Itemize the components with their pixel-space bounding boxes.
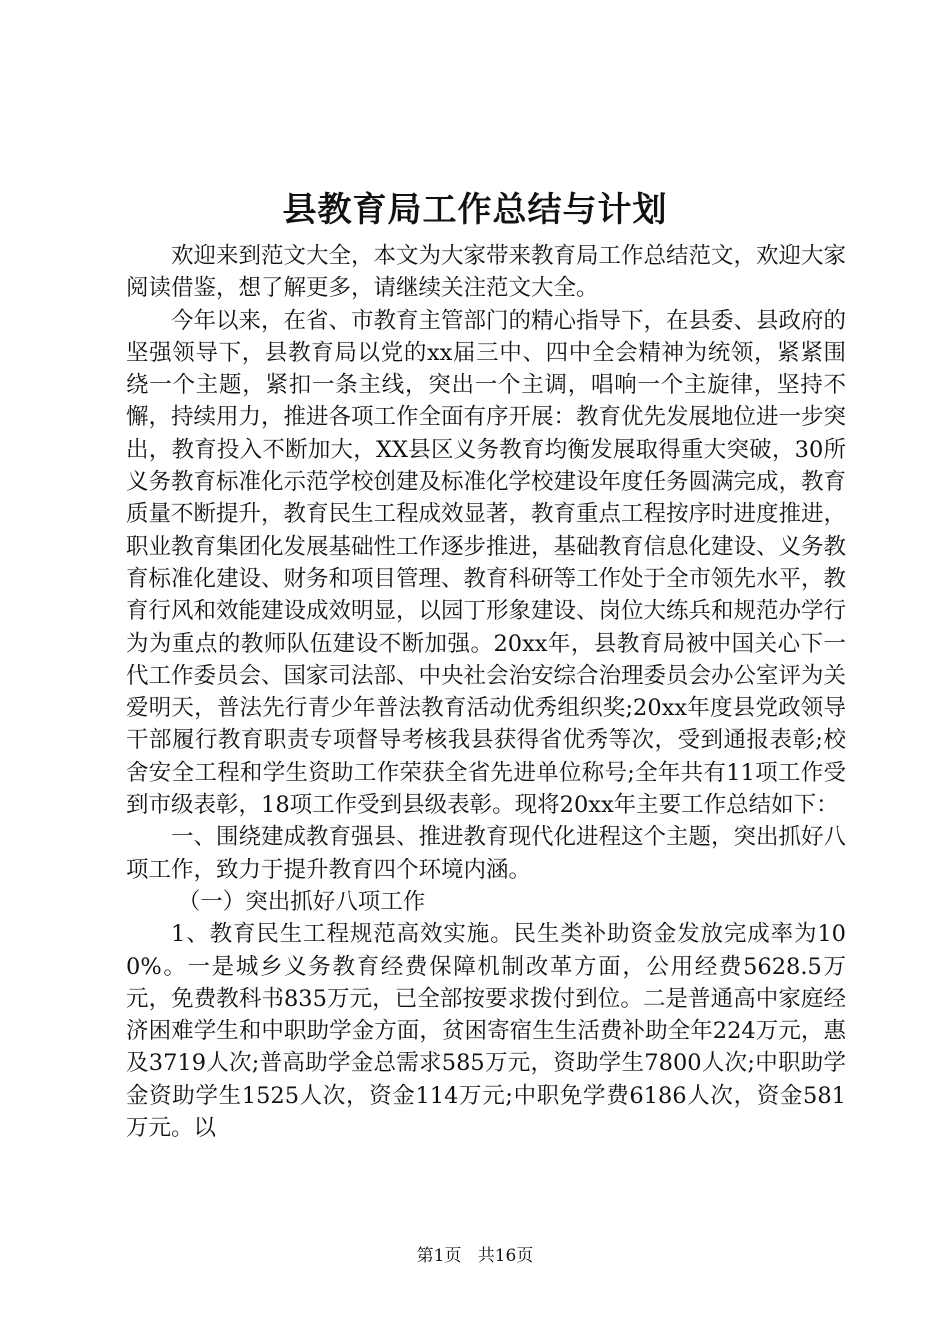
intro-paragraph: 欢迎来到范文大全，本文为大家带来教育局工作总结范文，欢迎大家阅读借鉴，想了解更多，请继续关注范文大全。	[126, 243, 847, 302]
page-number: 第1页	[416, 1246, 462, 1266]
subsection-heading: （一）突出抓好八项工作	[177, 888, 426, 915]
document-body	[126, 240, 846, 1144]
summary-paragraph: 今年以来，在省、市教育主管部门的精心指导下，在县委、县政府的坚强领导下，县教育局以党的xx届三中、四中全会精神为统领，紧紧围绕一个主题，紧扣一条主线，突出一个主调，唱响一个主旋律，坚持不懈，持续用力，推进各项工作全面有序开展：教育优先发展地位进一步突出，教育投入不断加大，XX县区义务教育均衡发展取得重大突破，30所义务教育标准化示范学校创建及标准化学校建设年度任务圆满完成，教育质量不断提升，教育民生工程成效显著，教育重点工程按序时进度推进，职业教育集团化发展基础性工作逐步推进，基础教育信息化建设、义务教育标准化建设、财务和项目管理、教育科研等工作处于全市领先水平，教育行风和效能建设成效明显，以园丁形象建设、岗位大练兵和规范办学行为为重点的教师队伍建设不断加强。20xx年，县教育局被中国关心下一代工作委员会、国家司法部、中央社会治安综合治理委员会办公室评为关爱明天，普法先行青少年普法教育活动优秀组织奖;20xx年度县党政领导干部履行教育职责专项督导考核我县获得省优秀等次，受到通报表彰;校舍安全工程和学生资助工作荣获全省先进单位称号;全年共有11项工作受到市级表彰，18项工作受到县级表彰。现将20xx年主要工作总结如下：	[126, 307, 847, 819]
page-footer	[0, 1244, 950, 1268]
document-title: 县教育局工作总结与计划	[282, 190, 668, 230]
page-total: 共16页	[477, 1246, 534, 1266]
item-paragraph-one: 1、教育民生工程规范高效实施。民生类补助资金发放完成率为100%。一是城乡义务教育经费保障机制改革方面，公用经费5628.5万元，免费教科书835万元，已全部按要求拨付到位。二是普通高中家庭经济困难学生和中职助学金方面，贫困寄宿生生活费补助全年224万元，惠及3719人次;普高助学金总需求585万元，资助学生7800人次;中职助学金资助学生1525人次，资金114万元;中职免学费6186人次，资金581万元。以	[126, 921, 846, 1142]
section-heading-one: 一、围绕建成教育强县、推进教育现代化进程这个主题，突出抓好八项工作，致力于提升教育四个环境内涵。	[126, 824, 847, 883]
